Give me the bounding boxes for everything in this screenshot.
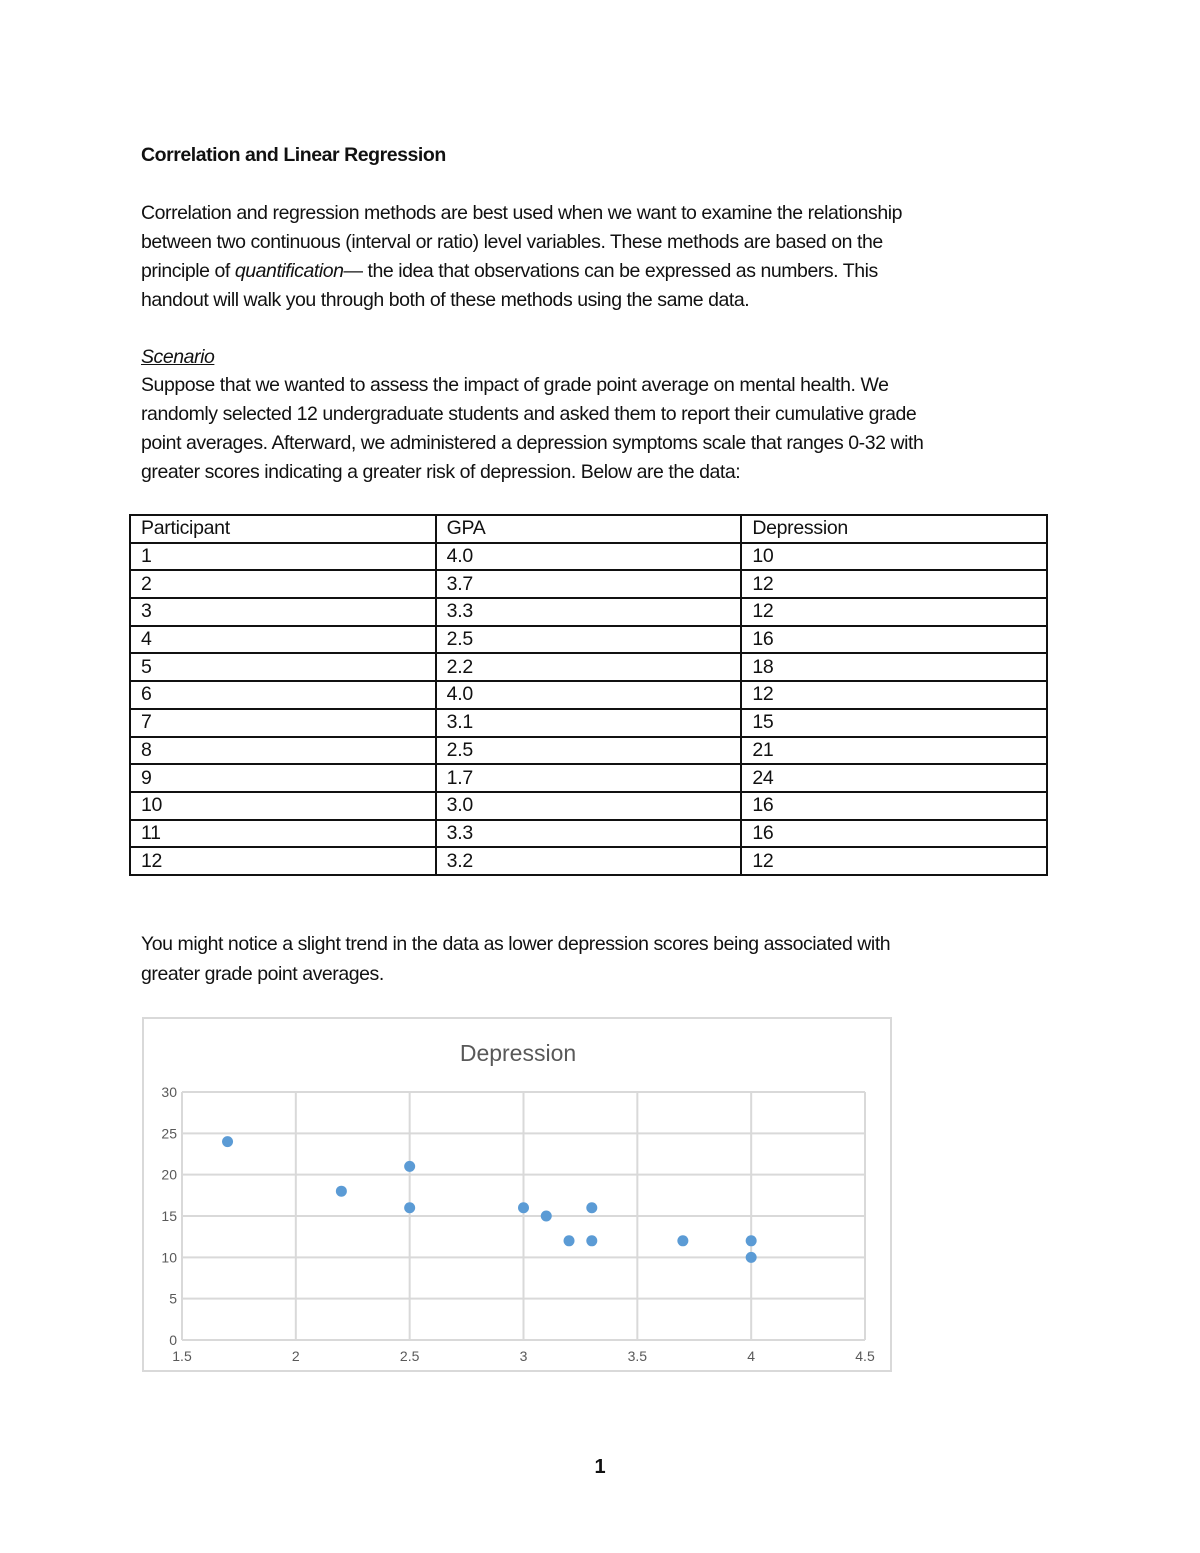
page-number: 1: [594, 1456, 606, 1478]
text-line: You might notice a slight trend in the data as lower depression scores being associated with: [141, 933, 891, 955]
data-point: [336, 1186, 347, 1197]
text-line: greater grade point averages.: [141, 963, 384, 985]
y-tick-label: 20: [161, 1166, 177, 1183]
table-row: [130, 543, 1047, 571]
table-cell: 6: [130, 681, 436, 709]
document-title: Correlation and Linear Regression: [141, 144, 446, 166]
table-row: [130, 847, 1047, 875]
table-cell: 15: [741, 709, 1047, 737]
scenario-heading: Scenario: [141, 346, 215, 368]
table-cell: 4: [130, 626, 436, 654]
table-cell: 12: [741, 681, 1047, 709]
data-point: [541, 1211, 552, 1222]
table-cell: 3: [130, 598, 436, 626]
text-line: point averages. Afterward, we administered a depression symptoms scale that ranges 0-32 with: [141, 432, 924, 454]
table-cell: 9: [130, 764, 436, 792]
table-cell: 12: [741, 847, 1047, 875]
text-line: between two continuous (interval or ratio) level variables. These methods are based on the: [141, 231, 883, 253]
text-line: randomly selected 12 undergraduate students and asked them to report their cumulative grade: [141, 403, 917, 425]
column-header: Depression: [741, 515, 1047, 543]
table-row: [130, 653, 1047, 681]
text-segment: — the idea that observations can be expressed as numbers. This: [343, 260, 878, 282]
table-cell: 1: [130, 543, 436, 571]
text-line: [141, 260, 878, 283]
column-header: GPA: [436, 515, 742, 543]
table-cell: 3.3: [436, 598, 742, 626]
x-tick-label: 1.5: [172, 1348, 192, 1364]
table-row: [130, 709, 1047, 737]
table-cell: 12: [130, 847, 436, 875]
text-line: Correlation and regression methods are best used when we want to examine the relationship: [141, 202, 902, 224]
table-cell: 2.5: [436, 737, 742, 765]
data-point: [564, 1235, 575, 1246]
table-cell: 2.5: [436, 626, 742, 654]
x-tick-label: 4: [747, 1348, 756, 1364]
chart-svg: [144, 1019, 890, 1370]
data-point: [677, 1235, 688, 1246]
x-tick-label: 2.5: [399, 1348, 420, 1364]
table-cell: 2: [130, 570, 436, 598]
table-cell: 4.0: [436, 681, 742, 709]
y-tick-label: 0: [169, 1332, 177, 1348]
table-cell: 3.7: [436, 570, 742, 598]
table-cell: 21: [741, 737, 1047, 765]
data-point: [586, 1202, 597, 1213]
table-row: [130, 792, 1047, 820]
table-row: [130, 820, 1047, 848]
table-cell: 12: [741, 570, 1047, 598]
table-cell: 10: [130, 792, 436, 820]
table-cell: 18: [741, 653, 1047, 681]
text-segment: principle of: [141, 260, 235, 282]
data-point: [404, 1202, 415, 1213]
table-row: [130, 681, 1047, 709]
text-line: greater scores indicating a greater risk of depression. Below are the data:: [141, 461, 741, 483]
table-cell: 3.0: [436, 792, 742, 820]
x-tick-label: 2: [291, 1348, 300, 1364]
table-cell: 7: [130, 709, 436, 737]
table-cell: 2.2: [436, 653, 742, 681]
table-cell: 3.3: [436, 820, 742, 848]
table-cell: 4.0: [436, 543, 742, 571]
x-tick-label: 4.5: [855, 1348, 875, 1364]
y-tick-label: 10: [161, 1249, 177, 1266]
table-cell: 5: [130, 653, 436, 681]
data-point: [404, 1161, 415, 1172]
x-tick-label: 3: [519, 1348, 528, 1364]
table-cell: 24: [741, 764, 1047, 792]
table-cell: 1.7: [436, 764, 742, 792]
column-header: Participant: [130, 515, 436, 543]
data-point: [746, 1235, 757, 1246]
data-point: [586, 1235, 597, 1246]
table-header-row: [130, 515, 1047, 543]
chart-title: Depression: [459, 1040, 577, 1066]
data-point: [518, 1202, 529, 1213]
y-tick-label: 15: [161, 1208, 177, 1224]
text-segment: quantification: [234, 260, 344, 282]
data-point: [746, 1252, 757, 1263]
y-tick-label: 25: [161, 1125, 177, 1142]
table-cell: 11: [130, 820, 436, 848]
table-cell: 8: [130, 737, 436, 765]
table-row: [130, 737, 1047, 765]
table-cell: 10: [741, 543, 1047, 571]
scatter-chart: [142, 1017, 892, 1372]
table-cell: 16: [741, 792, 1047, 820]
table-cell: 12: [741, 598, 1047, 626]
table-cell: 3.1: [436, 709, 742, 737]
table-cell: 16: [741, 626, 1047, 654]
table-row: [130, 570, 1047, 598]
text-line: Suppose that we wanted to assess the impact of grade point average on mental health. We: [141, 374, 889, 396]
data-point: [222, 1136, 233, 1147]
data-table: [129, 514, 1048, 876]
y-tick-label: 5: [169, 1290, 177, 1307]
table-row: [130, 626, 1047, 654]
text-line: handout will walk you through both of these methods using the same data.: [141, 289, 750, 311]
table-row: [130, 764, 1047, 792]
table-row: [130, 598, 1047, 626]
x-tick-label: 3.5: [627, 1348, 648, 1364]
table-cell: 3.2: [436, 847, 742, 875]
y-tick-label: 30: [161, 1084, 177, 1100]
table-cell: 16: [741, 820, 1047, 848]
